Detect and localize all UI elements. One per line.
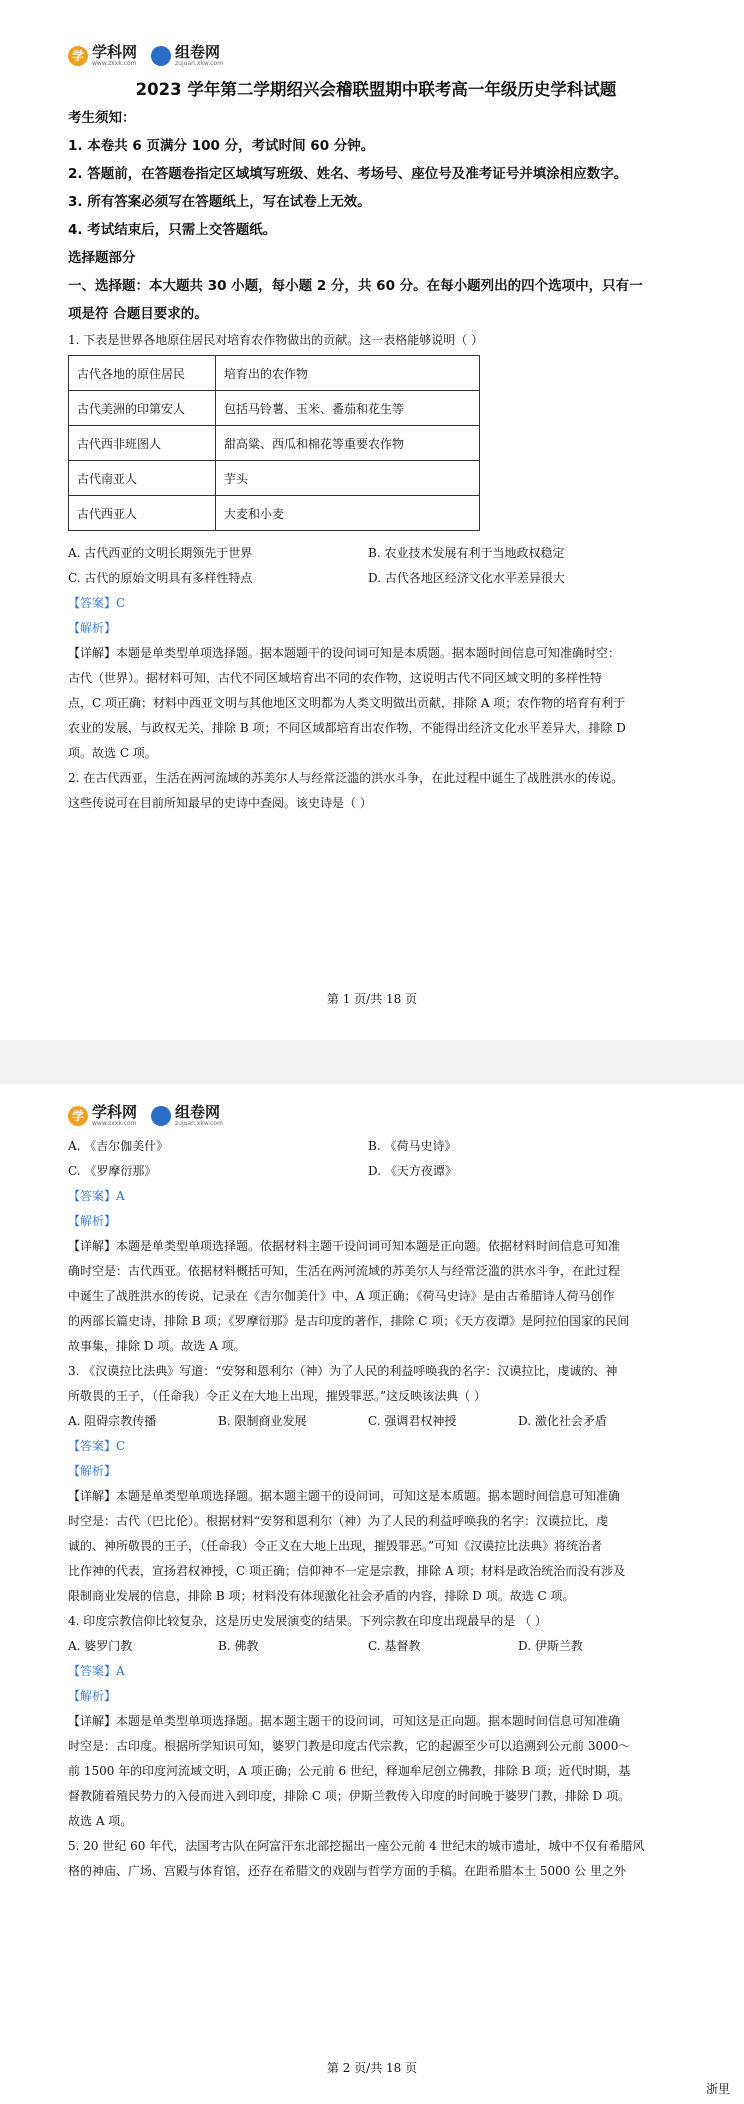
question-1-analysis-label: 【解析】 xyxy=(68,621,117,635)
question-4-detail: 督教随着殖民势力的入侵而进入到印度，排除 C 项；伊斯兰教传入印度的时间晚于婆罗门教，排除 D 项。 xyxy=(68,1789,631,1803)
question-3-detail: 时空是：古代（巴比伦）。根据材料“安努和恩利尔（神）为了人民的利益呼唤我的名字：汉谟拉比，虔 xyxy=(68,1514,609,1528)
xkw-logo-icon: 学 xyxy=(68,1106,88,1126)
zujuan-logo xyxy=(151,44,223,67)
table-row xyxy=(69,461,480,496)
notice-item: 4. 考试结束后，只需上交答题纸。 xyxy=(68,222,277,238)
zujuan-logo-icon: 组 xyxy=(151,1106,171,1126)
zujuan-logo-url: zujuan.xkw.com xyxy=(175,1120,223,1127)
question-1-options xyxy=(68,541,684,591)
zujuan-logo-text: 组卷网 xyxy=(175,1103,221,1121)
question-1-detail: 农业的发展，与政权无关，排除 B 项；不同区域都培育出农作物，不能得出经济文化水平差异大，排除 D xyxy=(68,721,626,735)
question-3-options xyxy=(68,1409,684,1434)
question-3-detail: 诚的、神所敬畏的王子，（任命我）令正义在大地上出现，摧毁罪恶。”可知《汉谟拉比法典》将统治者 xyxy=(68,1539,603,1553)
question-4-options xyxy=(68,1634,684,1659)
option: C. 强调君权神授 xyxy=(368,1414,457,1428)
question-2-options xyxy=(68,1134,684,1184)
table-row xyxy=(69,496,480,531)
question-2-answer: 【答案】A xyxy=(68,1189,125,1203)
question-5-stem: 格的神庙、广场、宫殿与体育馆，还存在希腊文的戏剧与哲学方面的手稿。在距希腊本土 5000 公 里之外 xyxy=(68,1864,626,1878)
xkw-logo-text: 学科网 xyxy=(92,43,138,61)
option: A. 《吉尔伽美什》 xyxy=(68,1139,169,1153)
page-footer: 第 2 页/共 18 页 xyxy=(326,2061,418,2075)
header-logos xyxy=(68,44,223,67)
question-1-table xyxy=(68,355,480,531)
table-cell: 培育出的农作物 xyxy=(216,356,480,391)
table-cell: 甜高粱、西瓜和棉花等重要农作物 xyxy=(216,426,480,461)
option: C. 古代的原始文明具有多样性特点 xyxy=(68,571,253,585)
table-cell: 古代西非班图人 xyxy=(69,426,216,461)
xkw-logo-icon: 学 xyxy=(68,46,88,66)
page-footer: 第 1 页/共 18 页 xyxy=(326,992,418,1006)
section-part-title: 选择题部分 xyxy=(68,250,136,266)
option: C. 基督教 xyxy=(368,1639,421,1653)
question-1-detail: 古代（世界）。据材料可知，古代不同区域培育出不同的农作物，这说明古代不同区域文明的多样性特 xyxy=(68,671,603,685)
question-3-stem: 3. 《汉谟拉比法典》写道：“安努和恩利尔（神）为了人民的利益呼唤我的名字：汉谟拉比，虔诚的、神 xyxy=(68,1364,618,1378)
question-3-answer: 【答案】C xyxy=(68,1439,126,1453)
option: B. 农业技术发展有利于当地政权稳定 xyxy=(368,546,565,560)
xkw-logo-url: www.zxxk.com xyxy=(92,1120,137,1127)
option: C. 《罗摩衍那》 xyxy=(68,1164,157,1178)
question-4-stem: 4. 印度宗教信仰比较复杂，这是历史发展演变的结果。下列宗教在印度出现最早的是 （ ） xyxy=(68,1614,547,1628)
question-3-analysis-label: 【解析】 xyxy=(68,1464,117,1478)
question-4-detail: 【详解】本题是单类型单项选择题。据本题主题干的设问词，可知这是正向题。据本题时间信息可知准确 xyxy=(68,1714,621,1728)
question-2-detail: 确时空是：古代西亚。依据材料概括可知，生活在两河流域的苏美尔人与经常泛滥的洪水斗争，在此过程 xyxy=(68,1264,621,1278)
page-2 xyxy=(0,1084,744,2084)
table-cell: 古代南亚人 xyxy=(69,461,216,496)
question-1-detail: 点，C 项正确；材料中西亚文明与其他地区文明都为人类文明做出贡献，排除 A 项；农作物的培育有利于 xyxy=(68,696,626,710)
notice-item: 2. 答题前，在答题卷指定区域填写班级、姓名、考场号、座位号及准考证号并填涂相应数字。 xyxy=(68,166,628,182)
table-cell: 古代美洲的印第安人 xyxy=(69,391,216,426)
option: D. 《天方夜谭》 xyxy=(368,1164,457,1178)
table-row xyxy=(69,356,480,391)
question-4-detail: 故选 A 项。 xyxy=(68,1814,133,1828)
question-4-detail: 时空是：古印度。根据所学知识可知，婆罗门教是印度古代宗教，它的起源至少可以追溯到公元前 3000～ xyxy=(68,1739,631,1753)
question-2-detail: 【详解】本题是单类型单项选择题。依据材料主题干设问词可知本题是正向题。依据材料时间信息可知准 xyxy=(68,1239,621,1253)
question-1-detail: 【详解】本题是单类型单项选择题。据本题题干的设问词可知是本质题。据本题时间信息可知准确时空： xyxy=(68,646,621,660)
question-2-analysis-label: 【解析】 xyxy=(68,1214,117,1228)
option: A. 婆罗门教 xyxy=(68,1639,133,1653)
question-2-stem: 2. 在古代西亚，生活在两河流域的苏美尔人与经常泛滥的洪水斗争，在此过程中诞生了战胜洪水的传说。 xyxy=(68,771,624,785)
question-1-detail: 项。故选 C 项。 xyxy=(68,746,157,760)
page-gap xyxy=(0,1040,744,1084)
option: D. 古代各地区经济文化水平差异很大 xyxy=(368,571,565,585)
table-cell: 包括马铃薯、玉米、番茄和花生等 xyxy=(216,391,480,426)
question-1-answer: 【答案】C xyxy=(68,596,126,610)
question-1-stem: 1. 下表是世界各地原住居民对培育农作物做出的贡献。这一表格能够说明（ ） xyxy=(68,333,484,347)
zujuan-logo-icon: 组 xyxy=(151,46,171,66)
zujuan-logo xyxy=(151,1104,223,1127)
question-3-detail: 【详解】本题是单类型单项选择题。据本题主题干的设问词，可知这是本质题。据本题时间信息可知准确 xyxy=(68,1489,621,1503)
notice-item: 1. 本卷共 6 页满分 100 分，考试时间 60 分钟。 xyxy=(68,138,375,154)
section-instruction: 一、选择题：本大题共 30 小题，每小题 2 分，共 60 分。在每小题列出的四个选项中，只有一 xyxy=(68,278,643,294)
table-cell: 古代各地的原住居民 xyxy=(69,356,216,391)
table-cell: 古代西亚人 xyxy=(69,496,216,531)
option: B. 《荷马史诗》 xyxy=(368,1139,457,1153)
option: D. 激化社会矛盾 xyxy=(518,1414,607,1428)
header-logos xyxy=(68,1104,223,1127)
zujuan-logo-text: 组卷网 xyxy=(175,43,221,61)
question-2-detail: 的两部长篇史诗，排除 B 项；《罗摩衍那》是古印度的著作，排除 C 项；《天方夜谭》是阿拉伯国家的民间 xyxy=(68,1314,630,1328)
option: B. 限制商业发展 xyxy=(218,1414,307,1428)
option: A. 阻碍宗教传播 xyxy=(68,1414,157,1428)
question-3-detail: 限制商业发展的信息，排除 B 项；材料没有体现激化社会矛盾的内容，排除 D 项。故选 C 项。 xyxy=(68,1589,575,1603)
xkw-logo-text: 学科网 xyxy=(92,1103,138,1121)
page-title: 2023 学年第二学期绍兴会稽联盟期中联考高一年级历史学科试题 xyxy=(135,80,617,99)
xkw-logo-url: www.zxxk.com xyxy=(92,60,137,67)
section-instruction: 项是符 合题目要求的。 xyxy=(68,306,208,322)
notice-heading: 考生须知： xyxy=(68,110,136,126)
question-3-detail: 比作神的代表，宣扬君权神授，C 项正确；信仰神不一定是宗教，排除 A 项；材料是政治统治而没有涉及 xyxy=(68,1564,626,1578)
corner-text: 浙里 xyxy=(705,2082,730,2096)
question-2-detail: 故事集，排除 D 项。故选 A 项。 xyxy=(68,1339,246,1353)
question-2-detail: 中诞生了战胜洪水的传说，记录在《吉尔伽美什》中，A 项正确；《荷马史诗》是由古希腊诗人荷马创作 xyxy=(68,1289,615,1303)
zujuan-logo-url: zujuan.xkw.com xyxy=(175,60,223,67)
question-4-analysis-label: 【解析】 xyxy=(68,1689,117,1703)
option: A. 古代西亚的文明长期领先于世界 xyxy=(68,546,253,560)
question-4-detail: 前 1500 年的印度河流域文明，A 项正确；公元前 6 世纪，释迦牟尼创立佛教，排除 B 项；近代时期，基 xyxy=(68,1764,631,1778)
option: D. 伊斯兰教 xyxy=(518,1639,583,1653)
question-2-stem: 这些传说可在目前所知最早的史诗中查阅。该史诗是（ ） xyxy=(68,796,372,810)
table-row xyxy=(69,426,480,461)
table-cell: 芋头 xyxy=(216,461,480,496)
notice-item: 3. 所有答案必须写在答题纸上，写在试卷上无效。 xyxy=(68,194,371,210)
xkw-logo xyxy=(68,44,137,67)
question-5-stem: 5. 20 世纪 60 年代，法国考古队在阿富汗东北部挖掘出一座公元前 4 世纪末的城市遗址，城中不仅有希腊风 xyxy=(68,1839,645,1853)
table-cell: 大麦和小麦 xyxy=(216,496,480,531)
table-row xyxy=(69,391,480,426)
option: B. 佛教 xyxy=(218,1639,259,1653)
xkw-logo xyxy=(68,1104,137,1127)
page-1 xyxy=(0,0,744,1040)
question-4-answer: 【答案】A xyxy=(68,1664,125,1678)
question-3-stem: 所敬畏的王子，（任命我）令正义在大地上出现，摧毁罪恶。”这反映该法典（ ） xyxy=(68,1389,486,1403)
